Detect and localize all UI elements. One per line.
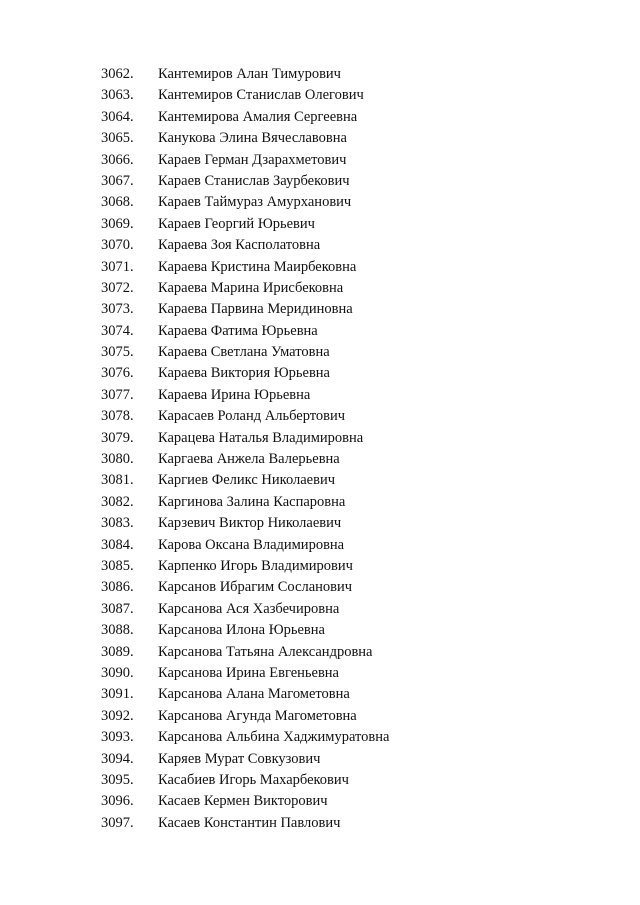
entry-name: Караева Марина Ирисбековна	[158, 279, 344, 296]
list-item	[0, 342, 640, 363]
entry-number: 3086.	[101, 579, 134, 596]
list-item	[0, 535, 640, 556]
entry-number: 3092.	[101, 707, 134, 724]
entry-name: Карсанов Ибрагим Сосланович	[158, 579, 353, 596]
entry-name: Караева Кристина Маирбековна	[158, 258, 357, 275]
list-item	[0, 513, 640, 534]
list-item	[0, 599, 640, 620]
list-item	[0, 428, 640, 449]
list-item	[0, 813, 640, 834]
entry-number: 3093.	[101, 729, 134, 746]
entry-name: Карпенко Игорь Владимирович	[158, 557, 353, 574]
entry-number: 3074.	[101, 322, 134, 339]
list-item	[0, 577, 640, 598]
entry-number: 3082.	[101, 493, 134, 510]
name-list	[0, 64, 640, 834]
entry-name: Караева Парвина Меридиновна	[158, 301, 353, 318]
entry-name: Карсанова Илона Юрьевна	[158, 622, 325, 639]
list-item	[0, 214, 640, 235]
entry-name: Касабиев Игорь Махарбекович	[158, 771, 349, 788]
entry-name: Карацева Наталья Владимировна	[158, 429, 364, 446]
entry-name: Караев Таймураз Амурханович	[158, 194, 352, 211]
list-item	[0, 791, 640, 812]
entry-name: Карсанова Альбина Хаджимуратовна	[158, 729, 390, 746]
entry-number: 3087.	[101, 600, 134, 617]
entry-number: 3079.	[101, 429, 134, 446]
entry-number: 3081.	[101, 472, 134, 489]
entry-number: 3072.	[101, 279, 134, 296]
list-item	[0, 492, 640, 513]
entry-number: 3083.	[101, 515, 134, 532]
entry-name: Кантемиров Станислав Олегович	[158, 87, 364, 104]
list-item	[0, 449, 640, 470]
entry-number: 3064.	[101, 108, 134, 125]
entry-name: Карасаев Роланд Альбертович	[158, 408, 346, 425]
list-item	[0, 257, 640, 278]
entry-number: 3094.	[101, 750, 134, 767]
entry-number: 3075.	[101, 344, 134, 361]
list-item	[0, 171, 640, 192]
entry-number: 3063.	[101, 87, 134, 104]
entry-number: 3080.	[101, 451, 134, 468]
entry-name: Караева Виктория Юрьевна	[158, 365, 330, 382]
list-item	[0, 663, 640, 684]
entry-name: Караев Георгий Юрьевич	[158, 215, 315, 232]
entry-name: Караев Герман Дзарахметович	[158, 151, 347, 168]
entry-name: Каряев Мурат Совкузович	[158, 750, 321, 767]
list-item	[0, 770, 640, 791]
list-item	[0, 706, 640, 727]
entry-number: 3091.	[101, 686, 134, 703]
entry-name: Карзевич Виктор Николаевич	[158, 515, 342, 532]
list-item	[0, 470, 640, 491]
list-item	[0, 150, 640, 171]
entry-number: 3071.	[101, 258, 134, 275]
list-item	[0, 278, 640, 299]
entry-name: Караева Ирина Юрьевна	[158, 386, 311, 403]
entry-name: Каргаева Анжела Валерьевна	[158, 451, 340, 468]
entry-name: Карсанова Ирина Евгеньевна	[158, 664, 339, 681]
list-item	[0, 107, 640, 128]
entry-number: 3078.	[101, 408, 134, 425]
list-item	[0, 556, 640, 577]
list-item	[0, 406, 640, 427]
entry-name: Караева Светлана Уматовна	[158, 344, 330, 361]
list-item	[0, 85, 640, 106]
list-item	[0, 749, 640, 770]
list-item	[0, 684, 640, 705]
entry-number: 3095.	[101, 771, 134, 788]
entry-number: 3076.	[101, 365, 134, 382]
entry-number: 3069.	[101, 215, 134, 232]
list-item	[0, 620, 640, 641]
entry-number: 3096.	[101, 793, 134, 810]
entry-number: 3089.	[101, 643, 134, 660]
list-item	[0, 235, 640, 256]
entry-name: Караева Зоя Касполатовна	[158, 237, 321, 254]
entry-name: Карова Оксана Владимировна	[158, 536, 345, 553]
entry-number: 3077.	[101, 386, 134, 403]
entry-number: 3068.	[101, 194, 134, 211]
list-item	[0, 385, 640, 406]
entry-number: 3065.	[101, 130, 134, 147]
entry-name: Карсанова Татьяна Александровна	[158, 643, 373, 660]
entry-number: 3073.	[101, 301, 134, 318]
list-item	[0, 321, 640, 342]
list-item	[0, 128, 640, 149]
list-item	[0, 192, 640, 213]
entry-name: Кантемирова Амалия Сергеевна	[158, 108, 358, 125]
entry-name: Канукова Элина Вячеславовна	[158, 130, 347, 147]
entry-number: 3070.	[101, 237, 134, 254]
entry-name: Караева Фатима Юрьевна	[158, 322, 318, 339]
entry-number: 3062.	[101, 66, 134, 82]
entry-number: 3097.	[101, 814, 134, 831]
list-item	[0, 363, 640, 384]
entry-name: Карсанова Алана Магометовна	[158, 686, 350, 703]
list-item	[0, 299, 640, 320]
entry-name: Каргинова Залина Каспаровна	[158, 493, 346, 510]
entry-number: 3088.	[101, 622, 134, 639]
entry-number: 3090.	[101, 664, 134, 681]
list-item	[0, 727, 640, 748]
entry-number: 3067.	[101, 172, 134, 189]
entry-name: Касаев Кермен Викторович	[158, 793, 328, 810]
entry-name: Карсанова Ася Хазбечировна	[158, 600, 340, 617]
entry-name: Карсанова Агунда Магометовна	[158, 707, 357, 724]
entry-number: 3066.	[101, 151, 134, 168]
entry-number: 3084.	[101, 536, 134, 553]
entry-name: Кантемиров Алан Тимурович	[158, 66, 341, 82]
entry-name: Касаев Константин Павлович	[158, 814, 341, 831]
entry-name: Каргиев Феликс Николаевич	[158, 472, 336, 489]
entry-number: 3085.	[101, 557, 134, 574]
entry-name: Караев Станислав Заурбекович	[158, 172, 350, 189]
list-item	[0, 642, 640, 663]
list-item	[0, 64, 640, 85]
